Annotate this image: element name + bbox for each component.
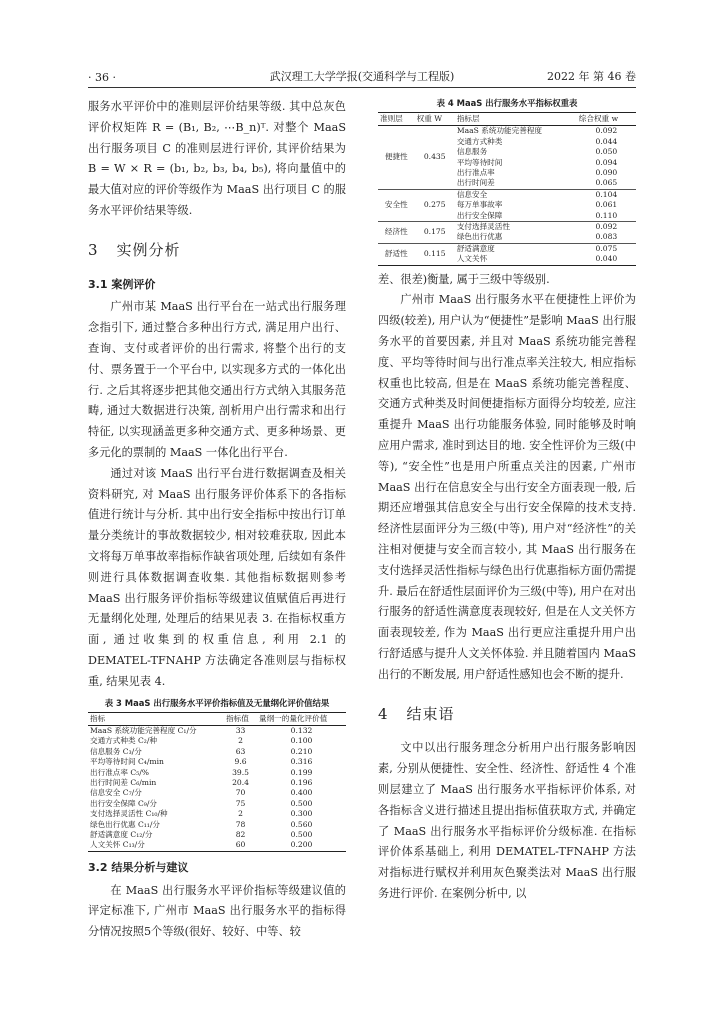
criterion-cell: 经济性 <box>378 222 415 244</box>
paragraph-continuation: 差、很差)衡量, 属于三级中等级别. <box>378 272 550 286</box>
indicator-name-cell: 交通方式种类 <box>456 136 503 146</box>
section-4-heading <box>378 704 636 725</box>
table-4-header: 准则层 <box>378 113 415 126</box>
table-4-row <box>378 189 636 200</box>
indicator-name-cell: 出行时间差 <box>456 178 495 188</box>
indicator-name-cell: 信息服务 C₃/分 <box>90 746 142 756</box>
issue-info: 2022 年 第 46 卷 <box>547 70 636 83</box>
composite-weight-cell: 0.050 <box>595 147 618 157</box>
normalized-value-cell: 0.316 <box>290 757 313 767</box>
criterion-weight-cell: 0.435 <box>423 152 446 162</box>
criterion-cell: 安全性 <box>378 189 415 221</box>
indicator-value-cell: 2 <box>238 809 243 819</box>
indicator-name-cell: MaaS 系统功能完善程度 <box>456 126 543 136</box>
indicator-name-cell: 信息服务 <box>456 147 488 157</box>
normalized-value-cell: 0.132 <box>290 725 313 735</box>
table-3-header-row <box>88 712 346 725</box>
indicator-name-cell: 出行安全保障 <box>456 210 503 220</box>
criterion-cell: 便捷性 <box>384 152 408 162</box>
normalized-value-cell: 0.199 <box>290 767 313 777</box>
indicator-value-cell: 20.4 <box>232 777 249 787</box>
composite-weight-cell: 0.104 <box>577 189 636 200</box>
indicator-name-cell: 信息安全 <box>455 189 577 200</box>
table-4-header: 权重 W <box>415 113 455 126</box>
section-4-title: 结束语 <box>406 704 455 723</box>
indicator-name-cell: 绿色出行优惠 <box>456 232 503 242</box>
table-4-body <box>378 126 636 265</box>
table-3-header: 指标 <box>88 712 224 725</box>
normalized-value-cell: 0.500 <box>290 798 313 808</box>
composite-weight-cell: 0.061 <box>595 200 618 210</box>
paragraph-dimension-analysis: 广州市 MaaS 出行服务水平在便捷性上评价为四级(较差), 用户认为“便捷性”是影响 MaaS 出行服务水平的首要因素, 并且对 MaaS 系统功能完善程度、平均等待时间与出行准点率关注较大, 相应指标权重也比较高, 但是在 MaaS 系统功能完善程度、交通方式种类及时间便捷指标方面得分均较差, 应注重提升 MaaS 出行功能服务体验, 同时能够及时响应用户需求, 准时到达目的地. 安全性评价为三级(中等), “安全性”也是用户所重点关注的因素, 广州市 MaaS 出行在信息安全与出行安全方面表现一般, 后期还应增强其信息安全与出行安全保障的技术支持. 经济性层面评分为三级(中等), 用户对“经济性”的关注相对便捷与安全而言较小, 其 MaaS 出行服务在支付选择灵活性指标与绿色出行优惠指标方面仍需提升. 最后在舒适性层面评价为三级(中等), 用户在对出行服务的舒适性满意度表现较好, 但是在人文关怀方面表现较差, 作为 MaaS 出行更应注重提升用户出行舒适感与提升人文关怀体验. 并且随着国内 MaaS 出行的不断发展, 用户舒适性感知也会不断的提升. <box>378 293 636 681</box>
indicator-value-cell: 63 <box>235 746 246 756</box>
indicator-name-cell: 舒适满意度 C₁₂/分 <box>90 829 153 839</box>
criterion-weight-cell: 0.175 <box>415 222 455 244</box>
table-3-row <box>88 799 346 809</box>
table-4-header: 指标层 <box>455 113 577 126</box>
table-3-row <box>88 809 346 819</box>
indicator-name-cell: 人文关怀 C₁₃/分 <box>90 840 145 850</box>
subsection-3-1-title: 3.1 案例评价 <box>88 277 156 291</box>
table-3 <box>88 712 346 852</box>
section-3-title: 实例分析 <box>116 240 181 259</box>
table-3-row <box>88 830 346 840</box>
indicator-value-cell: 33 <box>235 725 246 735</box>
table-3-row <box>88 778 346 788</box>
table-4-header-row <box>378 113 636 126</box>
table-4 <box>378 112 636 266</box>
normalized-value-cell: 0.300 <box>290 809 313 819</box>
criterion-cell: 舒适性 <box>378 243 415 265</box>
indicator-value-cell: 9.6 <box>234 757 247 767</box>
table-4-row <box>378 126 636 137</box>
normalized-value-cell: 0.560 <box>290 819 313 829</box>
composite-weight-cell: 0.094 <box>595 157 618 167</box>
normalized-value-cell: 0.196 <box>290 777 313 787</box>
indicator-name-cell: 平均等待时间 C₄/min <box>90 757 164 767</box>
indicator-name-cell: 平均等待时间 <box>456 157 503 167</box>
indicator-name-cell: 支付选择灵活性 C₁₀/种 <box>90 809 168 819</box>
indicator-value-cell: 39.5 <box>232 767 249 777</box>
composite-weight-cell: 0.075 <box>577 243 636 254</box>
normalized-value-cell: 0.210 <box>290 746 313 756</box>
indicator-name-cell: 人文关怀 <box>456 254 488 264</box>
normalized-value-cell: 0.100 <box>290 736 313 746</box>
composite-weight-cell: 0.092 <box>595 126 618 136</box>
composite-weight-cell: 0.110 <box>595 210 618 220</box>
indicator-name-cell: 每万单事故率 <box>456 200 503 210</box>
composite-weight-cell: 0.092 <box>577 222 636 233</box>
paragraph-data-survey: 通过对该 MaaS 出行平台进行数据调查及相关资料研究, 对 MaaS 出行服务评价体系下的各指标值进行统计与分析. 其中出行安全指标中按出行订单量分类统计的事故数据较少, 相对较难获取, 因此本文将每万单事故率指标作缺省项处理, 后续如有条件则进行具体数据调查收集. 其他指标数据则参考 MaaS 出行服务评价指标等级建议值赋值后再进行无量纲化处理, 处理后的结果见表 3. 在指标权重方面, 通过收集到的权重信息, 利用 2.1 的 DEMATEL-TFNAHP 方法确定各准则层与指标权重, 结果见表 4. <box>88 466 346 688</box>
section-3-number: 3 <box>88 240 99 259</box>
paragraph-conclusion: 文中以出行服务理念分析用户出行服务影响因素, 分别从便捷性、安全性、经济性、舒适性 4 个准则层建立了 MaaS 出行服务水平指标评价体系, 对各指标含义进行描述且提出指标值获取方式, 并确定了 MaaS 出行服务水平指标评价分级标准. 在指标评价体系基础上, 利用 DEMATEL-TFNAHP 方法对指标进行赋权并利用灰色聚类法对 MaaS 出行服务进行评价. 在案例分析中, 以 <box>378 741 636 900</box>
composite-weight-cell: 0.090 <box>595 168 618 178</box>
indicator-value-cell: 70 <box>235 788 246 798</box>
table-4-caption: 表 4 MaaS 出行服务水平指标权重表 <box>436 98 578 108</box>
indicator-name-cell: 支付选择灵活性 <box>455 222 577 233</box>
table-4-row <box>378 222 636 233</box>
table-3-row <box>88 768 346 778</box>
criterion-weight-cell: 0.275 <box>415 189 455 221</box>
table-3-row <box>88 788 346 798</box>
intro-paragraph: 服务水平评价中的准则层评价结果等级. 其中总灰色评价权矩阵 R = (B₁, B₂, ⋯B_n)ᵀ. 对整个 MaaS 出行服务项目 C 的准则层进行评价, 其评价结果为 B = W × R = (b₁, b₂, b₃, b₄, b₅), 将向量值中的最大值对应的评价等级作为 MaaS 出行项目 C 的服务水平评价结果等级. <box>88 100 346 217</box>
composite-weight-cell: 0.083 <box>595 232 618 242</box>
table-3-row <box>88 820 346 830</box>
table-3-row <box>88 725 346 736</box>
table-3-caption: 表 3 MaaS 出行服务水平评价指标值及无量纲化评价值结果 <box>104 697 330 708</box>
indicator-value-cell: 75 <box>235 798 246 808</box>
section-3-heading <box>88 240 346 261</box>
table-3-row <box>88 736 346 746</box>
table-3-body <box>88 725 346 851</box>
left-column <box>88 97 346 943</box>
running-header <box>88 62 636 88</box>
indicator-name-cell: 绿色出行优惠 C₁₁/分 <box>90 819 161 829</box>
right-column <box>378 97 636 905</box>
composite-weight-cell: 0.044 <box>595 136 618 146</box>
table-3-row <box>88 840 346 851</box>
normalized-value-cell: 0.200 <box>290 840 313 850</box>
indicator-value-cell: 2 <box>238 736 243 746</box>
table-3-header: 量纲一的量化评价值 <box>257 712 346 725</box>
indicator-value-cell: 60 <box>235 840 246 850</box>
indicator-value-cell: 82 <box>235 829 246 839</box>
indicator-name-cell: 出行准点率 C₅/% <box>90 767 150 777</box>
table-4-row <box>378 243 636 254</box>
indicator-name-cell: 出行安全保障 C₉/分 <box>90 798 157 808</box>
paragraph-result-analysis: 在 MaaS 出行服务水平评价指标等级建议值的评定标准下, 广州市 MaaS 出行服务水平的指标得分情况按照5个等级(很好、较好、中等、较 <box>88 883 346 939</box>
journal-name: 武汉理工大学学报(交通科学与工程版) <box>269 70 455 83</box>
paragraph-case-intro: 广州市某 MaaS 出行平台在一站式出行服务理念指引下, 通过整合多种出行方式, 满足用户出行、查询、支付或者评价的出行需求, 将整个出行的支付、票务置于一个平台中, 以实现多方式的一体化出行. 之后其将逐步把其他交通出行方式纳入其服务范畴, 通过大数据进行决策, 剖析用户出行需求和出行特征, 以实现涵盖更多种交通方式、更多种场景、更多元化的票制的 MaaS 一体化出行平台. <box>88 300 346 459</box>
normalized-value-cell: 0.500 <box>290 829 313 839</box>
indicator-name-cell: MaaS 系统功能完善程度 C₁/分 <box>90 725 197 735</box>
table-3-header: 指标值 <box>224 712 257 725</box>
indicator-name-cell: 出行时间差 C₆/min <box>90 777 157 787</box>
indicator-name-cell: 出行准点率 <box>456 168 495 178</box>
criterion-weight-cell: 0.115 <box>415 243 455 265</box>
composite-weight-cell: 0.065 <box>595 178 618 188</box>
normalized-value-cell: 0.400 <box>290 788 313 798</box>
table-3-row <box>88 757 346 767</box>
indicator-name-cell: 舒适满意度 <box>455 243 577 254</box>
indicator-value-cell: 78 <box>235 819 246 829</box>
section-4-number: 4 <box>378 704 389 723</box>
indicator-name-cell: 信息安全 C₇/分 <box>90 788 142 798</box>
table-3-row <box>88 747 346 757</box>
subsection-3-2-title: 3.2 结果分析与建议 <box>88 860 189 874</box>
indicator-name-cell: 交通方式种类 C₂/种 <box>90 736 157 746</box>
table-4-header: 综合权重 w <box>577 113 636 126</box>
composite-weight-cell: 0.040 <box>595 254 618 264</box>
page-number: · 36 · <box>88 71 116 84</box>
